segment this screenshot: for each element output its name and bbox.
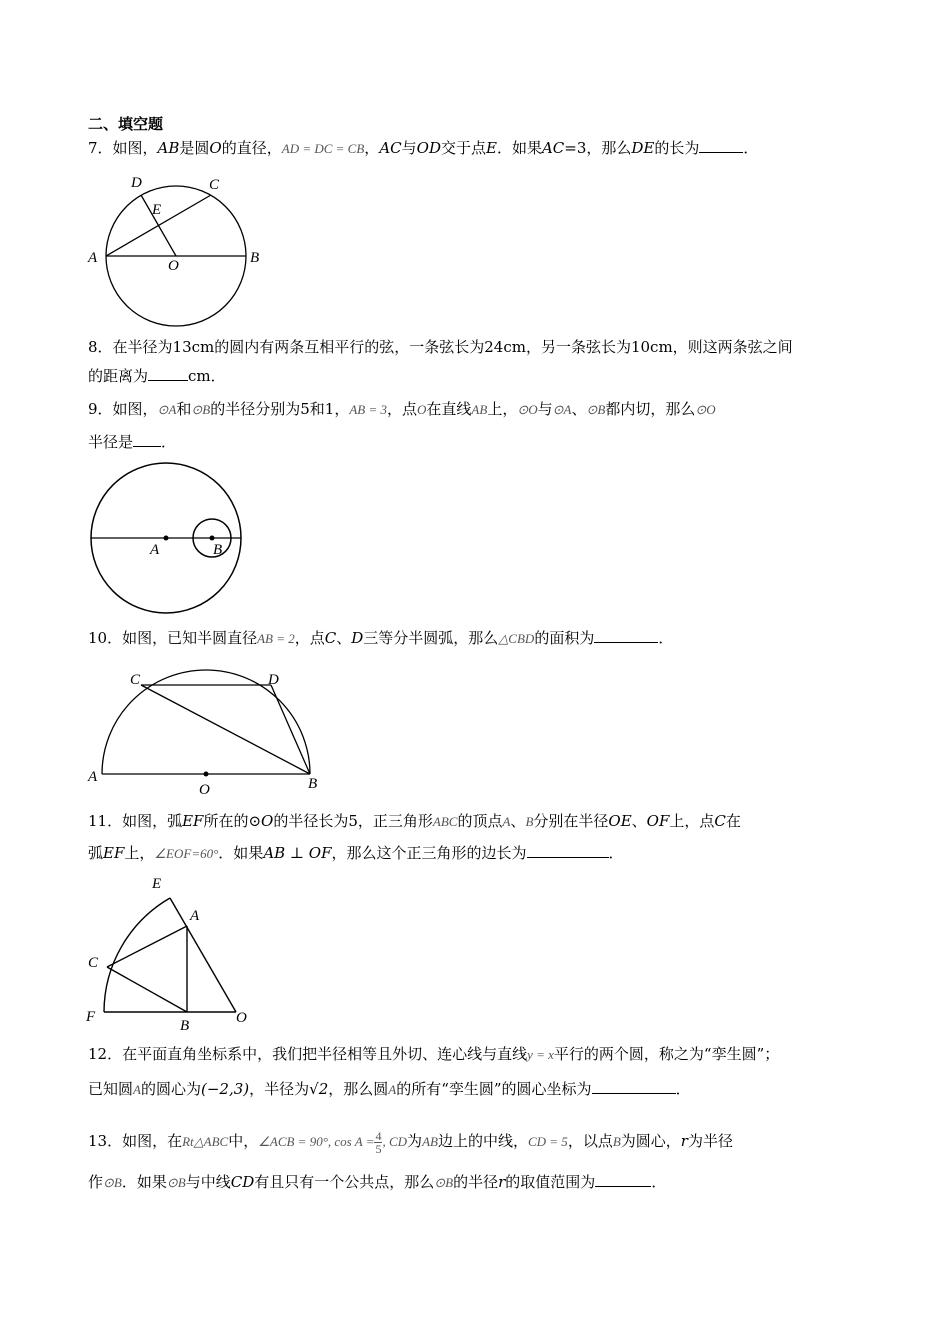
question-11-line-2: 弧EF上，∠EOF=60°．如果AB ⊥ OF，那么这个正三角形的边长为 ．: [88, 844, 624, 862]
fig9-label-a: A: [150, 542, 160, 558]
answer-blank-10: [594, 628, 658, 643]
question-9-line-2: 半径是 ．: [88, 433, 177, 451]
fig10-label-d: D: [268, 672, 279, 688]
fig7-label-d: D: [131, 175, 142, 191]
fig9-label-b: B: [213, 542, 223, 558]
question-8-line-2: 的距离为 cm．: [88, 367, 226, 385]
fig10-label-a: A: [88, 769, 98, 785]
answer-blank-11: [527, 843, 609, 858]
question-10-text: 10．如图，已知半圆直径AB = 2，点C、D三等分半圆弧，那么△CBD的面积为 ．: [88, 629, 674, 647]
fig10-label-o: O: [199, 782, 210, 798]
fig10-label-c: C: [130, 672, 141, 688]
question-9-line-1: 9．如图，⊙A和⊙B的半径分别为5和1，AB = 3，点O在直线AB上，⊙O与⊙A、⊙B都内切，那么⊙O: [88, 400, 716, 418]
answer-blank-12: [592, 1079, 676, 1094]
fig11-label-a: A: [190, 908, 200, 924]
fig11-label-f: F: [86, 1009, 96, 1025]
question-12-line-2: 已知圆A的圆心为(−2,3)，半径为√2，那么圆A的所有“孪生圆”的圆心坐标为 ．: [88, 1080, 691, 1098]
fraction-4-5: $\frac{4}{5}$: [375, 1128, 382, 1156]
question-13-line-1: 13．如图，在Rt△ABC中，∠ACB = 90°, cos A = $\frac{4}{5}$ , CD为AB边上的中线，CD = 5，以点B为圆心，r为半径: [88, 1128, 733, 1156]
section-heading: 二、填空题: [88, 115, 164, 133]
question-7-text: 7．如图，AB是圆O的直径，AD = DC = CB，AC与OD交于点E．如果AC=3，那么DE的长为 ．: [88, 139, 759, 157]
figure-q9-two-circles: [86, 462, 256, 617]
fig7-label-o: O: [168, 258, 179, 274]
question-11-line-1: 11．如图，弧EF所在的⊙O的半径长为5，正三角形ABC的顶点A、B分别在半径OE、OF上，点C在: [88, 812, 741, 830]
fig7-label-b: B: [250, 250, 260, 266]
question-13-line-2: 作⊙B．如果⊙B与中线CD有且只有一个公共点，那么⊙B的半径r的取值范围为 ．: [88, 1173, 667, 1191]
answer-blank-7: [699, 138, 743, 153]
question-12-line-1: 12．在平面直角坐标系中，我们把半径相等且外切、连心线与直线y = x平行的两个圆，称之为“孪生圆”；: [88, 1045, 780, 1063]
fig11-label-e: E: [152, 876, 162, 892]
fig7-label-c: C: [209, 177, 220, 193]
fig7-label-e: E: [152, 202, 162, 218]
fig7-label-a: A: [88, 250, 98, 266]
answer-blank-13: [595, 1172, 651, 1187]
question-8-line-1: 8．在半径为13cm的圆内有两条互相平行的弦，一条弦长为24cm，另一条弦长为10cm，则这两条弦之间: [88, 338, 793, 356]
figure-q7-circle-diagram: [84, 170, 274, 330]
figure-q11-sector-triangle: [84, 870, 264, 1035]
fig11-label-c: C: [88, 955, 99, 971]
answer-blank-9: [133, 432, 161, 447]
fig11-label-b: B: [180, 1018, 190, 1034]
fig10-label-b: B: [308, 776, 318, 792]
arc-equality: AD = DC = CB: [281, 141, 365, 156]
fig11-label-o: O: [236, 1010, 247, 1026]
figure-q10-semicircle: [84, 664, 334, 799]
answer-blank-8: [148, 366, 188, 381]
